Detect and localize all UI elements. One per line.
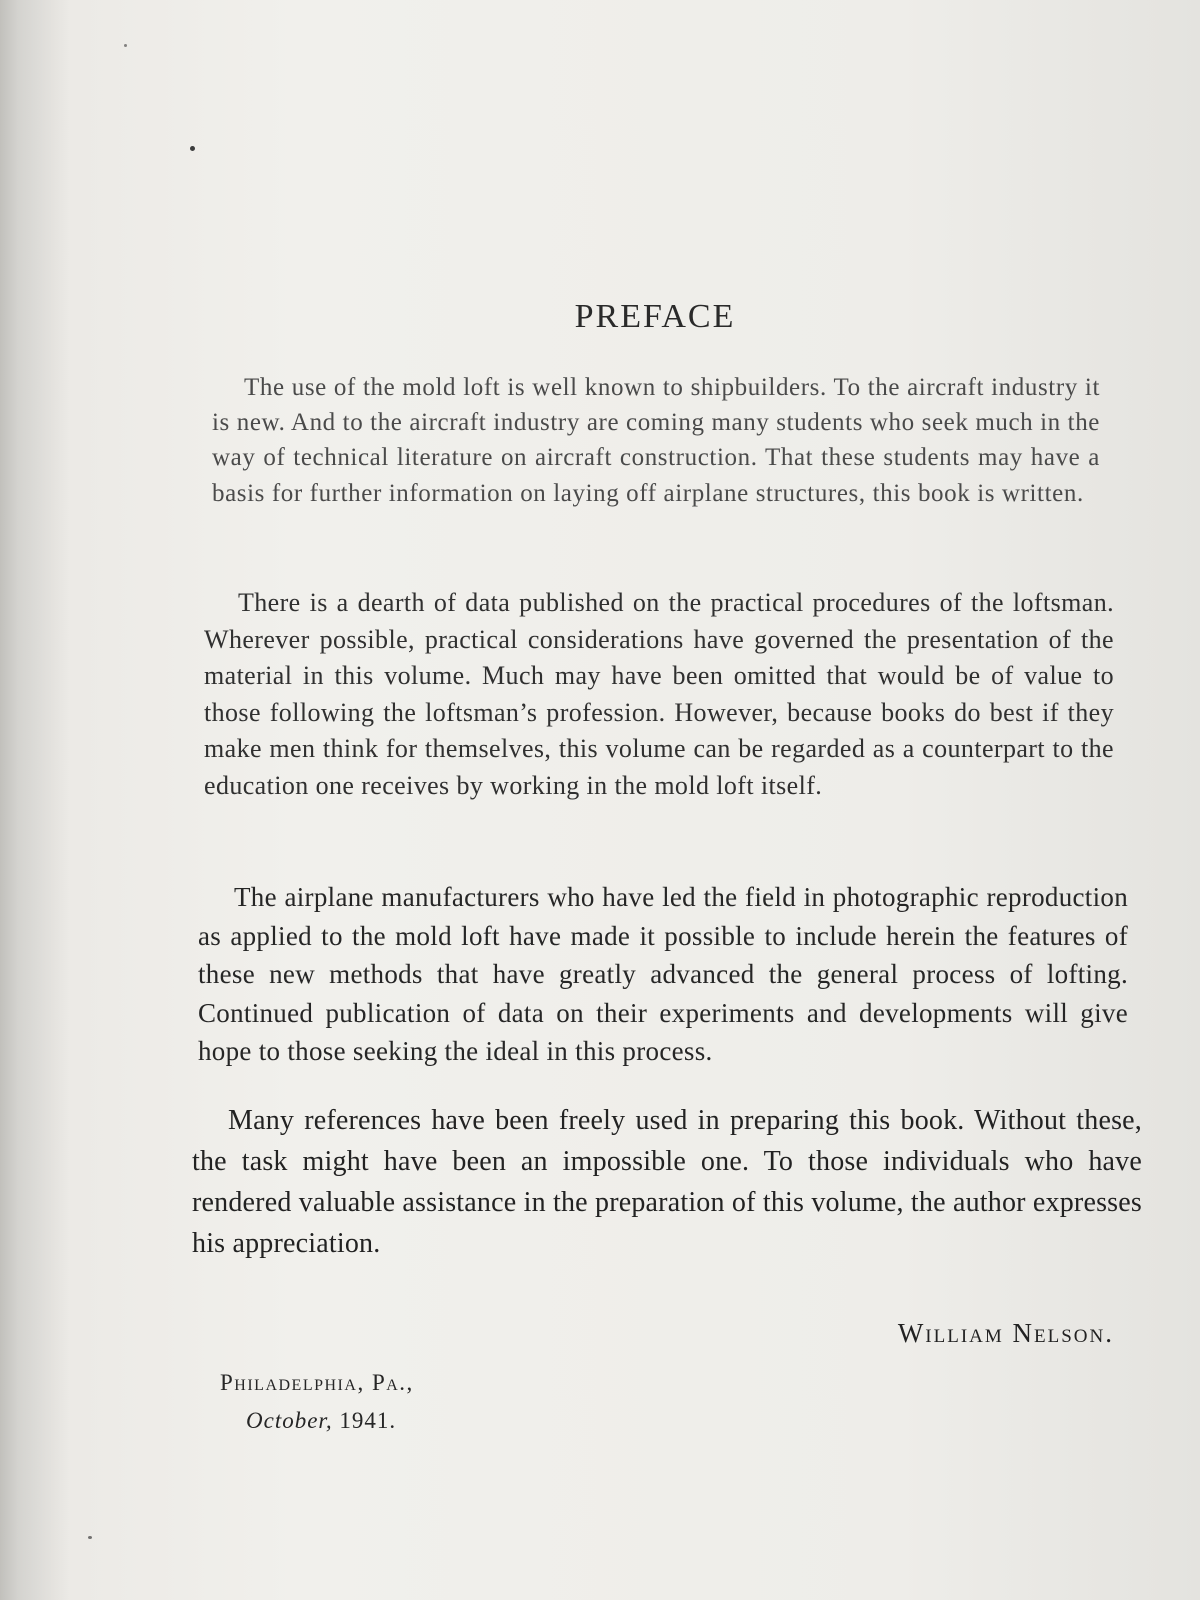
place-line: Philadelphia, Pa.,: [220, 1370, 414, 1395]
preface-paragraph-1: The use of the mold loft is well known to shipbuilders. To the aircraft industry it is new. And to the aircraft industry are coming many students who seek much in the way of technical literature on aircraft construction. That these students may have a basis for further information on laying off airplane structures, this book is written.: [212, 374, 1100, 507]
date-month: October,: [246, 1408, 333, 1433]
preface-paragraph-3: The airplane manufacturers who have led the field in photographic reproduction as applied to the mold loft have made it possible to include herein the features of these new methods that have greatly advanced the general process of lofting. Continued publication of data on their experiments and developments will give hope to those seeking the ideal in this process.: [198, 882, 1128, 1066]
paper-speck: [124, 44, 127, 47]
date-year: 1941.: [339, 1408, 397, 1433]
author-signature: William Nelson.: [897, 1318, 1114, 1348]
paper-speck: [88, 1536, 92, 1539]
gutter-shadow: [0, 0, 70, 1600]
date-line: [246, 1408, 396, 1434]
preface-paragraph-4: Many references have been freely used in preparing this book. Without these, the task might have been an impossible one. To those individuals who have rendered valuable assistance in the preparation of this volume, the author expresses his appreciation.: [192, 1105, 1142, 1259]
page-title: PREFACE: [574, 298, 736, 335]
preface-paragraph-2: There is a dearth of data published on the practical procedures of the loftsman. Wherever possible, practical considerations have governed the presentation of the material in this volume. Much may have been omitted that would be of value to those following the loftsman’s profession. However, because books do best if they make men think for themselves, this volume can be regarded as a counterpart to the education one receives by working in the mold loft itself.: [204, 588, 1114, 800]
paper-speck: [190, 146, 195, 151]
